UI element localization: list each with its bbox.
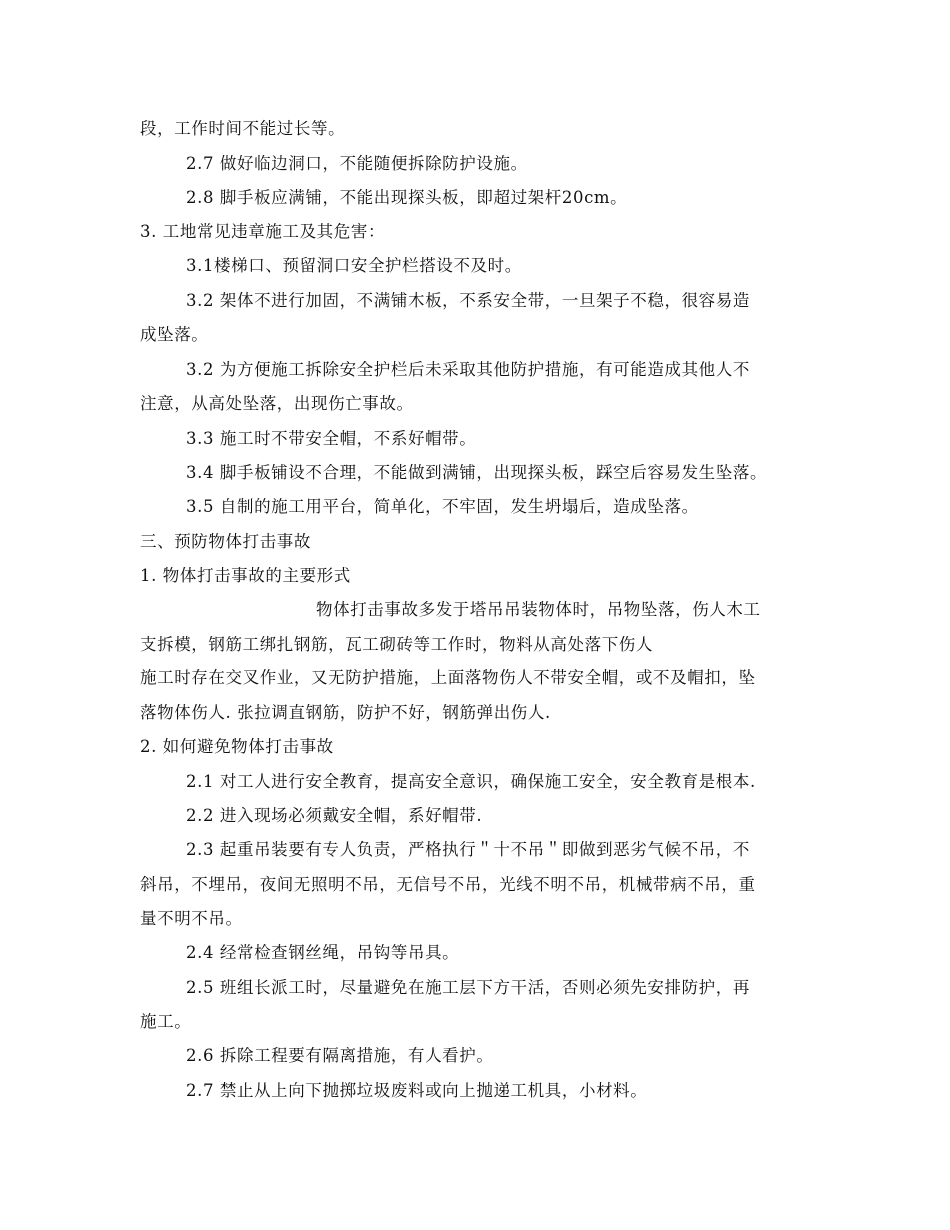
text-line: 斜吊，不埋吊，夜间无照明不吊，无信号不吊，光线不明不吊，机械带病不吊，重 — [140, 875, 756, 894]
text-line: 3.2 为方便施工拆除安全护栏后未采取其他防护措施，有可能造成其他人不 — [186, 360, 750, 379]
subsection-heading: 2. 如何避免物体打击事故 — [140, 737, 334, 756]
text-line: 落物体伤人. 张拉调直钢筋，防护不好，钢筋弹出伤人. — [140, 703, 551, 722]
text-line: 3.5 自制的施工用平台，简单化，不牢固，发生坍塌后，造成坠落。 — [186, 497, 699, 516]
text-line: 3.1楼梯口、预留洞口安全护栏搭设不及时。 — [186, 256, 522, 275]
text-line: 2.6 拆除工程要有隔离措施，有人看护。 — [186, 1046, 494, 1065]
text-line: 3.4 脚手板铺设不合理，不能做到满铺，出现探头板，踩空后容易发生坠落。 — [186, 463, 768, 482]
text-line: 2.7 做好临边洞口，不能随便拆除防护设施。 — [186, 154, 528, 173]
text-line: 支拆模，钢筋工绑扎钢筋，瓦工砌砖等工作时，物料从高处落下伤人 — [140, 635, 653, 654]
text-line: 施工时存在交叉作业，又无防护措施，上面落物伤人不带安全帽，或不及帽扣，坠 — [140, 668, 756, 687]
text-line: 段，工作时间不能过长等。 — [140, 119, 346, 138]
text-line: 2.2 进入现场必须戴安全帽，系好帽带. — [186, 806, 483, 825]
text-line: 2.4 经常检查钢丝绳，吊钩等吊具。 — [186, 943, 460, 962]
text-line: 量不明不吊。 — [140, 909, 243, 928]
section-heading: 三、预防物体打击事故 — [140, 532, 311, 551]
text-line: 2.3 起重吊装要有专人负责，严格执行＂十不吊＂即做到恶劣气候不吊，不 — [186, 840, 750, 859]
text-line: 施工。 — [140, 1012, 192, 1031]
text-line: 物体打击事故多发于塔吊吊装物体时，吊物坠落，伤人木工 — [316, 600, 761, 619]
text-line: 2.5 班组长派工时，尽量避免在施工层下方干活，否则必须先安排防护，再 — [186, 978, 750, 997]
text-line: 2.1 对工人进行安全教育，提高安全意识，确保施工安全，安全教育是根本. — [186, 772, 756, 791]
text-line: 成坠落。 — [140, 325, 209, 344]
text-line: 3. 工地常见违章施工及其危害： — [140, 222, 386, 241]
text-line: 2.7 禁止从上向下抛掷垃圾废料或向上抛递工机具，小材料。 — [186, 1081, 648, 1100]
text-line: 3.3 施工时不带安全帽，不系好帽带。 — [186, 429, 477, 448]
text-line: 3.2 架体不进行加固，不满铺木板，不系安全带，一旦架子不稳，很容易造 — [186, 291, 750, 310]
subsection-heading: 1. 物体打击事故的主要形式 — [140, 566, 351, 585]
text-line: 注意，从高处坠落，出现伤亡事故。 — [140, 394, 414, 413]
text-line: 2.8 脚手板应满铺，不能出现探头板，即超过架杆20cm。 — [186, 188, 628, 207]
